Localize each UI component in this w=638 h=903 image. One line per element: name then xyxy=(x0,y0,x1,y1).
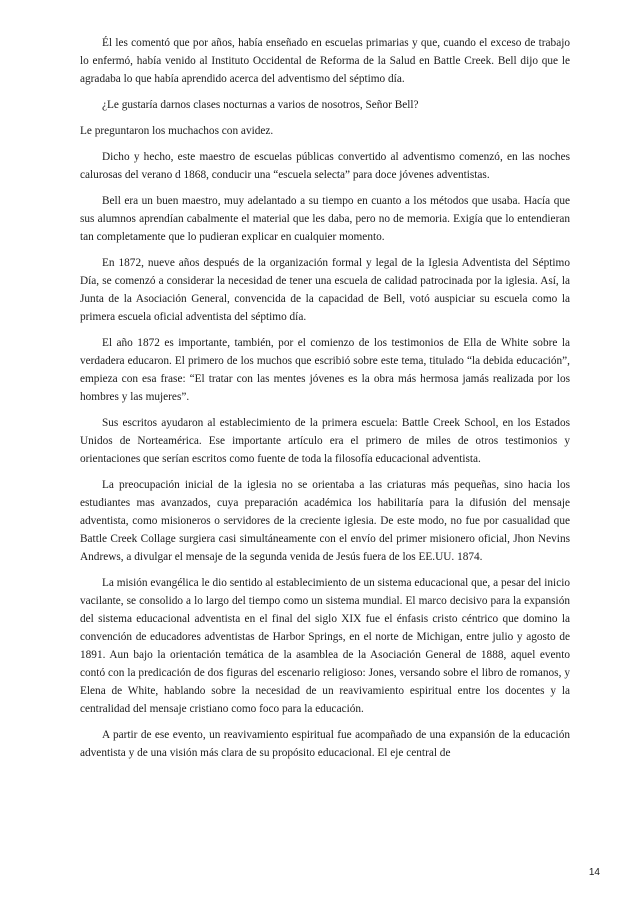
page-number: 14 xyxy=(588,867,600,878)
paragraph-2: ¿Le gustaría darnos clases nocturnas a varios de nosotros, Señor Bell? xyxy=(102,99,419,111)
paragraph-3: Le preguntaron los muchachos con avidez. xyxy=(80,125,274,137)
paragraph-10: La misión evangélica le dio sentido al establecimiento de un sistema educacional que, a pesar del inicio vacilante, se consolido a lo largo del tiempo como un sistema mundial. El marco decisivo para la expansión del sistema educacional adventista en el final del siglo XIX fue el énfasis cristo céntrico que domino la convención de educadores adventistas de Harbor Springs, en el norte de Michigan, entre julio y agosto de 1891. Aun bajo la orientación temática de la asamblea de la Asociación General de 1888, aquel evento contó con la predicación de dos figuras del escenario religioso: Jones, versando sobre el libro de romanos, y Elena de White, hablando sobre la necesidad de un reavivamiento espiritual entre los docentes y la centralidad del mensaje cristiano como foco para la educación. xyxy=(80,577,570,715)
paragraph-8: Sus escritos ayudaron al establecimiento de la primera escuela: Battle Creek School, en los Estados Unidos de Norteamérica. Ese importante artículo era el primero de miles de otros testimonios y orientaciones que serían escritos como fuente de toda la filosofía educacional adventista. xyxy=(80,417,570,465)
paragraph-6: En 1872, nueve años después de la organización formal y legal de la Iglesia Adventista del Séptimo Día, se comenzó a considerar la necesidad de tener una escuela de calidad patrocinada por la iglesia. Así, la Junta de la Asociación General, convencida de la capacidad de Bell, votó auspiciar su escuela como la primera escuela oficial adventista del séptimo día. xyxy=(80,257,570,323)
paragraph-4: Dicho y hecho, este maestro de escuelas públicas convertido al adventismo comenzó, en las noches calurosas del verano d 1868, conducir una “escuela selecta” para doce jóvenes adventistas. xyxy=(80,151,570,181)
paragraph-5: Bell era un buen maestro, muy adelantado a su tiempo en cuanto a los métodos que usaba. Hacía que sus alumnos aprendían cabalmente el material que les daba, pero no de memoria. Exigía que lo entendieran tan completamente que lo pudieran explicar en cualquier momento. xyxy=(80,195,570,243)
paragraph-1: Él les comentó que por años, había enseñado en escuelas primarias y que, cuando el exceso de trabajo lo enfermó, había venido al Instituto Occidental de Reforma de la Salud en Battle Creek. Bell dijo que le agradaba lo que había aprendido acerca del adventismo del séptimo día. xyxy=(80,37,570,85)
document-page xyxy=(80,34,570,770)
paragraph-9: La preocupación inicial de la iglesia no se orientaba a las criaturas más pequeñas, sino hacia los estudiantes mas avanzados, cuya preparación académica los habilitaría para la difusión del mensaje adventista, como misioneros o servidores de la creciente iglesia. De este modo, no fue por casualidad que Battle Creek Collage surgiera casi simultáneamente con el envío del primer misionero oficial, Jhon Nevins Andrews, a divulgar el mensaje de la segunda venida de Jesús fuera de los EE.UU. 1874. xyxy=(80,479,570,563)
paragraph-7: El año 1872 es importante, también, por el comienzo de los testimonios de Ella de White sobre la verdadera educaron. El primero de los muchos que escribió sobre este tema, titulado “la debida educación”, empieza con esa frase: “El tratar con las mentes jóvenes es la obra más hermosa jamás realizada por los hombres y las mujeres”. xyxy=(80,337,570,403)
paragraph-11: A partir de ese evento, un reavivamiento espiritual fue acompañado de una expansión de la educación adventista y de una visión más clara de su propósito educacional. El eje central de xyxy=(80,729,570,759)
